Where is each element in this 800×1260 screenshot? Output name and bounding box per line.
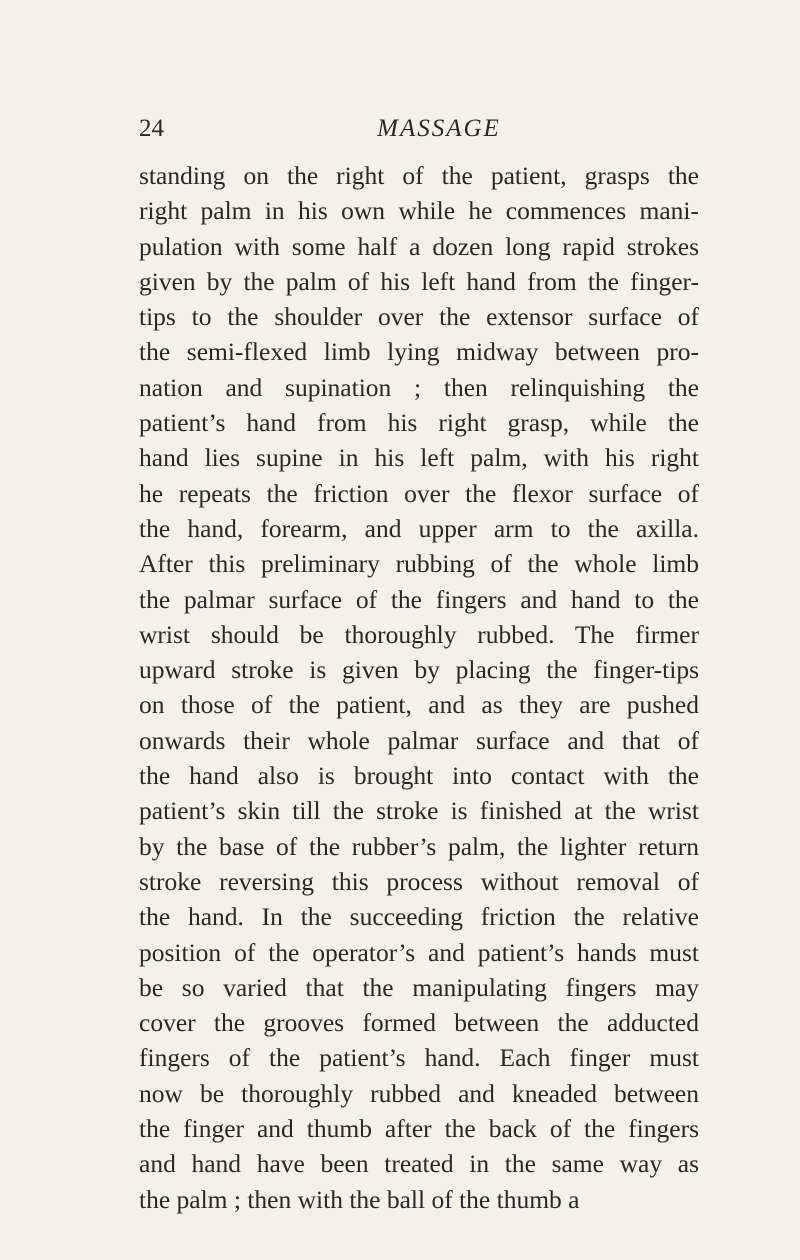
text-line: pulation with some half a dozen long rapid strokes — [139, 231, 699, 261]
text-line: standing on the right of the patient, grasps the — [139, 161, 699, 190]
text-line: position of the operator’s and patient’s hands must — [139, 937, 699, 967]
text-line: After this preliminary rubbing of the whole limb — [139, 549, 699, 579]
text-line: wrist should be thoroughly rubbed. The firmer — [139, 619, 699, 649]
text-line: patient’s skin till the stroke is finished at the wrist — [139, 796, 699, 826]
text-line: by the base of the rubber’s palm, the lighter return — [139, 831, 699, 861]
text-line: tips to the shoulder over the extensor surface of — [139, 302, 699, 332]
text-line: right palm in his own while he commences mani- — [139, 196, 699, 226]
text-line: the hand. In the succeeding friction the relative — [139, 902, 699, 932]
text-line: cover the grooves formed between the adducted — [139, 1008, 699, 1038]
text-line: patient’s hand from his right grasp, while the — [139, 408, 699, 438]
text-line: hand lies supine in his left palm, with his right — [139, 443, 699, 473]
page-number: 24 — [139, 115, 164, 142]
running-head — [139, 112, 699, 146]
text-line: given by the palm of his left hand from the finger- — [139, 266, 699, 296]
text-line: the semi-flexed limb lying midway between pro- — [139, 337, 699, 367]
text-line: be so varied that the manipulating fingers may — [139, 972, 699, 1002]
text-line: the palmar surface of the fingers and hand to the — [139, 584, 699, 614]
text-line: the palm ; then with the ball of the thumb a — [139, 1184, 580, 1214]
text-line: upward stroke is given by placing the finger-tips — [139, 655, 699, 685]
running-title: MASSAGE — [377, 115, 501, 142]
text-line: the finger and thumb after the back of the fingers — [139, 1114, 699, 1144]
text-line: and hand have been treated in the same way as — [139, 1149, 699, 1179]
text-line: onwards their whole palmar surface and that of — [139, 725, 699, 755]
text-line: stroke reversing this process without removal of — [139, 866, 699, 896]
text-line: nation and supination ; then relinquishing the — [139, 372, 699, 402]
text-line: fingers of the patient’s hand. Each finger must — [139, 1043, 699, 1073]
text-line: he repeats the friction over the flexor surface of — [139, 478, 699, 508]
text-line: the hand also is brought into contact with the — [139, 761, 699, 791]
body-text — [139, 158, 699, 1217]
text-line: on those of the patient, and as they are pushed — [139, 690, 699, 720]
text-line: now be thoroughly rubbed and kneaded between — [139, 1078, 699, 1108]
text-line: the hand, forearm, and upper arm to the axilla. — [139, 513, 699, 543]
